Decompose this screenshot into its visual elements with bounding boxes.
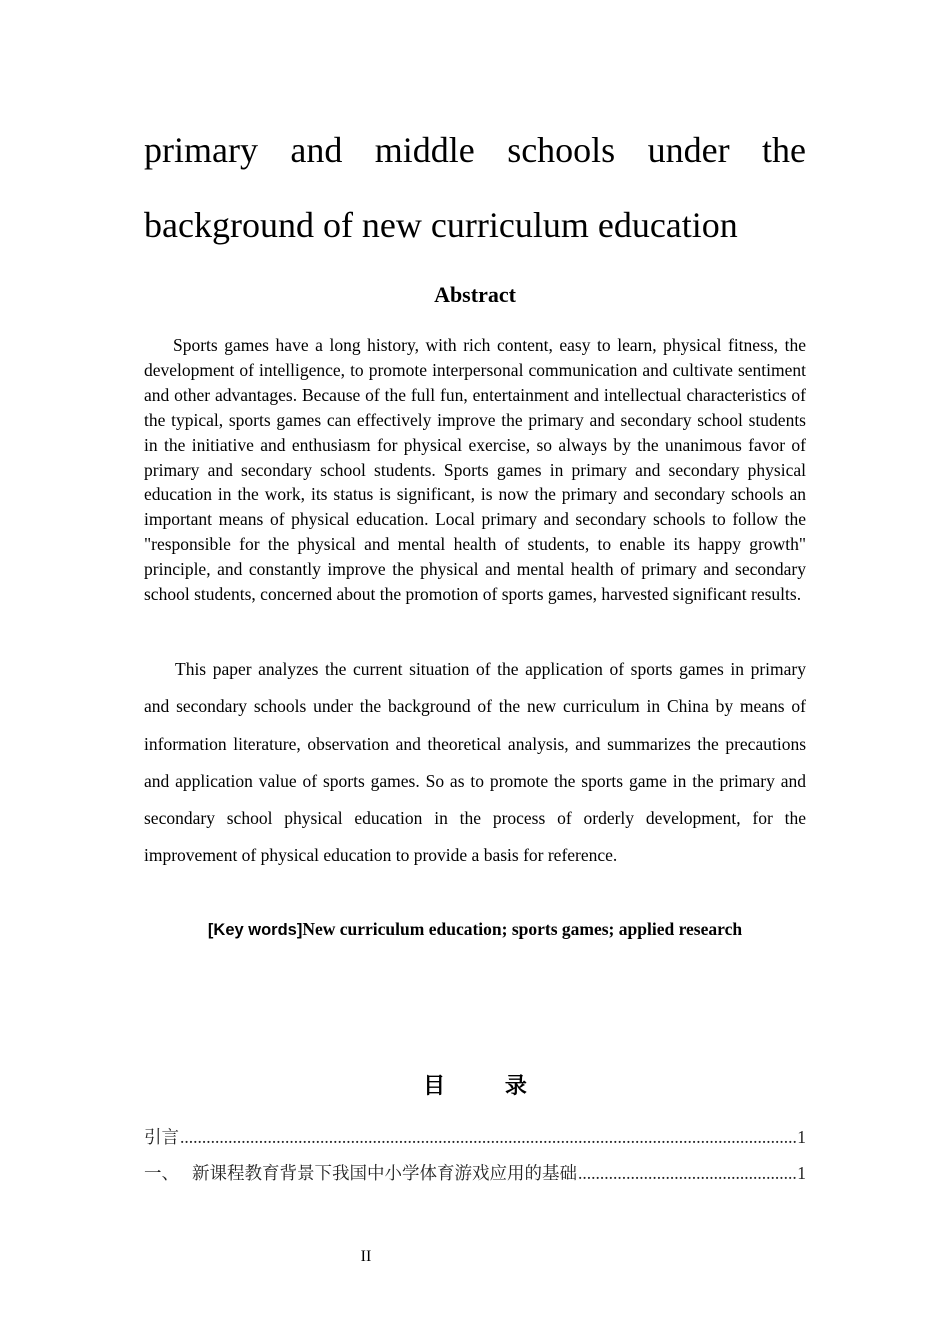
- title-line-2: background of new curriculum education: [144, 205, 738, 245]
- toc-entry-page: 1: [797, 1163, 806, 1183]
- keywords-text: New curriculum education; sports games; applied research: [302, 919, 743, 939]
- toc-entry-label: 新课程教育背景下我国中小学体育游戏应用的基础: [192, 1164, 577, 1184]
- keywords-label: [Key words]: [207, 921, 303, 939]
- title-line-1: primary and middle schools under the: [144, 130, 806, 170]
- toc-entry-number: 一、: [144, 1164, 179, 1184]
- abstract-paragraph-2: This paper analyzes the current situation of the application of sports games in primary and secondary schools under the background of the new curriculum in China by means of information literature, observation and theoretical analysis, and summarizes the precautions and application value of sports games. So as to promote the sports game in the primary and secondary school physical education in the process of orderly development, for the improvement of physical education to provide a basis for reference.: [144, 659, 806, 866]
- toc-entry-chapter-1[interactable]: [144, 1161, 806, 1186]
- page-number: II: [360, 1248, 372, 1265]
- toc-entry-introduction[interactable]: [144, 1125, 806, 1150]
- toc-leader-dots: [180, 1125, 796, 1149]
- toc-entry-page: 1: [797, 1127, 806, 1147]
- toc-entry-label: 引言: [144, 1128, 179, 1148]
- keywords-line: [0, 916, 950, 943]
- abstract-paragraph-1: Sports games have a long history, with rich content, easy to learn, physical fitness, the development of intelligence, to promote interpersonal communication and cultivate sentiment and other advantages. Because of the full fun, entertainment and intellectual characteristics of the typical, sports games can effectively improve the primary and secondary school students in the initiative and enthusiasm for physical exercise, so always by the unanimous favor of primary and secondary school students. Sports games in primary and secondary physical education in the work, its status is significant, is now the primary and secondary schools an important means of physical education. Local primary and secondary schools to follow the "responsible for the physical and mental health of students, to enable its happy growth" principle, and constantly improve the physical and mental health of primary and secondary school students, concerned about the promotion of sports games, harvested significant results.: [144, 335, 806, 605]
- abstract-heading: Abstract: [434, 282, 516, 307]
- toc-heading: 目 录: [423, 1074, 553, 1099]
- toc-leader-dots: [578, 1161, 796, 1185]
